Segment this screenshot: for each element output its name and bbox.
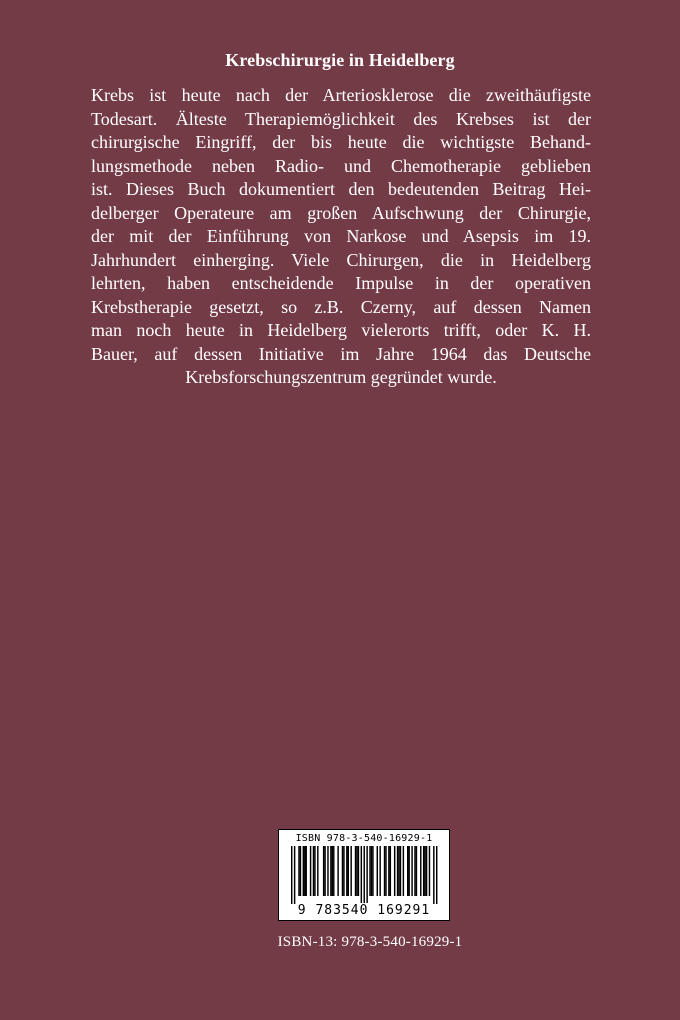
barcode-bar xyxy=(429,846,430,896)
barcode-bar xyxy=(350,846,351,896)
barcode-bar xyxy=(304,846,305,896)
blurb-line: Bauer, auf dessen Initiative im Jahre 1964 das Deutsche xyxy=(91,343,591,364)
blurb-line: delberger Operateure am großen Aufschwung der Chirurgie, xyxy=(91,202,591,223)
blurb-line: man noch heute in Heidelberg vielerorts trifft, oder K. H. xyxy=(91,320,591,340)
blurb-line: ist. Dieses Buch dokumentiert den bedeutenden Beitrag Hei- xyxy=(91,179,591,199)
blurb-line: Krebsforschungszentrum gegründet wurde. xyxy=(185,367,497,387)
barcode-bar xyxy=(303,846,304,896)
blurb-line: lehrten, haben entscheidende Impulse in der operativen xyxy=(91,273,591,293)
blurb-line: der mit der Einführung von Narkose und Asepsis im 19. xyxy=(91,226,591,246)
blurb-line: Jahrhundert einherging. Viele Chirurgen, die in Heidelberg xyxy=(91,249,591,270)
barcode-bar xyxy=(361,846,362,904)
barcode-bar xyxy=(348,846,349,896)
barcode-bar xyxy=(372,846,373,896)
barcode-bar xyxy=(333,846,334,896)
barcode-bar xyxy=(327,846,328,896)
barcode-bar xyxy=(310,846,311,896)
barcode-bar xyxy=(394,846,395,896)
barcode-bar xyxy=(298,846,299,896)
barcode-bar xyxy=(414,846,415,896)
barcode-bar xyxy=(403,846,404,896)
barcode-bar xyxy=(332,846,333,896)
barcode-bar xyxy=(390,846,391,896)
barcode-bar xyxy=(408,846,409,896)
blurb-line: Krebs ist heute nach der Arteriosklerose die zweithäufigste xyxy=(91,85,591,105)
barcode-bar xyxy=(369,846,370,896)
blurb-line: chirurgische Eingriff, der bis heute die wichtigste Behand- xyxy=(91,132,591,152)
barcode-bar xyxy=(436,846,437,904)
barcode-bar xyxy=(317,846,318,896)
barcode-bar xyxy=(433,846,434,904)
barcode-bar xyxy=(388,846,389,896)
barcode-bar xyxy=(424,846,425,896)
barcode-bar xyxy=(306,846,307,896)
barcode-bar xyxy=(358,846,359,896)
barcode-bar xyxy=(379,846,380,896)
barcode-bar xyxy=(377,846,378,896)
barcode-digits xyxy=(279,903,449,918)
barcode-bar xyxy=(426,846,427,896)
barcode-bar xyxy=(371,846,372,896)
blurb-line: lungsmethode neben Radio- und Chemotherapie geblieben xyxy=(91,155,591,176)
barcode-bar xyxy=(384,846,385,896)
barcode-bar xyxy=(355,846,356,896)
blurb-line: Todesart. Älteste Therapiemöglichkeit des Krebses ist der xyxy=(91,108,591,129)
barcode-bar xyxy=(397,846,398,896)
barcode-bar xyxy=(398,846,399,896)
isbn-13-text: ISBN-13: 978-3-540-16929-1 xyxy=(277,934,463,950)
barcode-bar xyxy=(366,846,367,904)
barcode-bar xyxy=(313,846,314,896)
barcode-bar xyxy=(323,846,324,896)
barcode-bar xyxy=(416,846,417,896)
barcode-bar xyxy=(407,846,408,896)
barcode-bar xyxy=(346,846,347,896)
barcode-digits-text: 9 783540 169291 xyxy=(297,903,431,918)
barcode-bar xyxy=(364,846,365,904)
barcode-bar xyxy=(324,846,325,896)
barcode-bar xyxy=(330,846,331,896)
barcode-bar xyxy=(411,846,412,896)
barcode-bar xyxy=(291,846,292,904)
isbn-barcode xyxy=(278,829,450,921)
blurb-text xyxy=(91,84,591,390)
blurb-line: Krebstherapie gesetzt, so z.B. Czerny, auf dessen Namen xyxy=(91,296,591,317)
barcode-bar xyxy=(294,846,295,904)
barcode-bar xyxy=(420,846,421,896)
barcode-bar xyxy=(337,846,338,896)
barcode-bar xyxy=(423,846,424,896)
barcode-bar xyxy=(342,846,343,896)
barcode-bar xyxy=(300,846,301,896)
barcode-isbn-label: ISBN 978-3-540-16929-1 xyxy=(295,833,433,844)
barcode-bars xyxy=(289,846,441,904)
book-title: Krebschirurgie in Heidelberg xyxy=(225,50,455,70)
barcode-bar xyxy=(314,846,315,896)
barcode-bar xyxy=(356,846,357,896)
barcode-bar xyxy=(385,846,386,896)
barcode-bar xyxy=(343,846,344,896)
barcode-bar xyxy=(400,846,401,896)
